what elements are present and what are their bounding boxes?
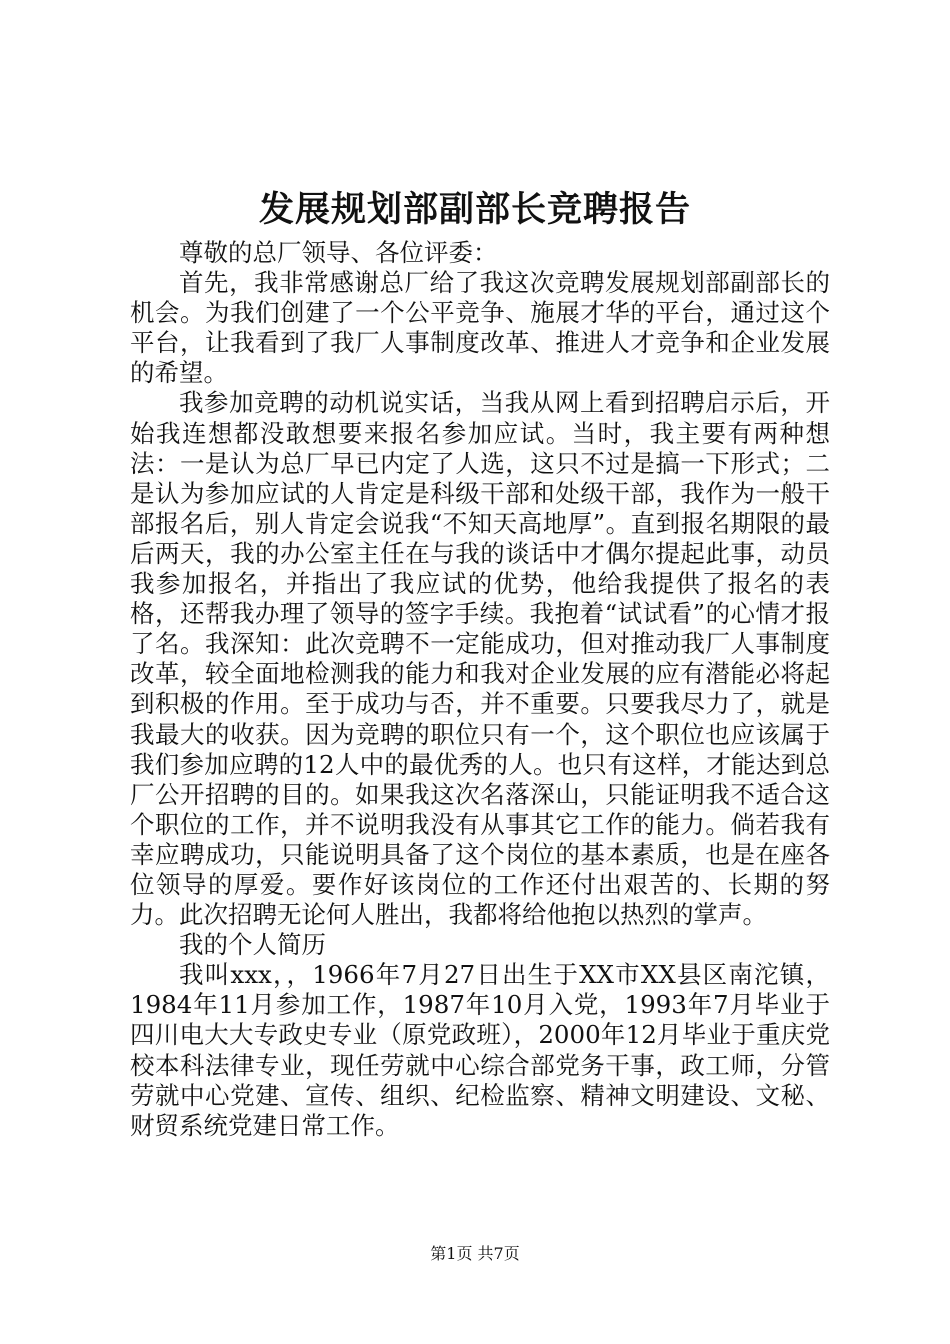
document-body — [130, 238, 830, 1141]
body-paragraph-motivation: 我参加竞聘的动机说实话，当我从网上看到招聘启示后，开始我连想都没敢想要来报名参加应试。当时，我主要有两种想法：一是认为总厂早已内定了人选，这只不过是搞一下形式；二是认为参加应试的人肯定是科级干部和处级干部，我作为一般干部报名后，别人肯定会说我“不知天高地厚”。直到报名期限的最后两天，我的办公室主任在与我的谈话中才偶尔提起此事，动员我参加报名，并指出了我应试的优势，他给我提供了报名的表格，还帮我办理了领导的签字手续。我抱着“试试看”的心情才报了名。我深知：此次竞聘不一定能成功，但对推动我厂人事制度改革，较全面地检测我的能力和我对企业发展的应有潜能必将起到积极的作用。至于成功与否，并不重要。只要我尽力了，就是我最大的收获。因为竞聘的职位只有一个，这个职位也应该属于我们参加应聘的12人中的最优秀的人。也只有这样，才能达到总厂公开招聘的目的。如果我这次名落深山，只能证明我不适合这个职位的工作，并不说明我没有从事其它工作的能力。倘若我有幸应聘成功，只能说明具备了这个岗位的基本素质，也是在座各位领导的厚爱。要作好该岗位的工作还付出艰苦的、长期的努力。此次招聘无论何人胜出，我都将给他抱以热烈的掌声。 — [130, 388, 830, 930]
page-title: 发展规划部副部长竞聘报告 — [258, 189, 691, 230]
page-footer: 第1页 共7页 — [430, 1244, 520, 1263]
section-heading-resume: 我的个人简历 — [179, 930, 326, 960]
body-paragraph-resume: 我叫xxx，，1966年7月27日出生于XX市XX县区南沱镇，1984年11月参加工作，1987年10月入党，1993年7月毕业于四川电大大专政史专业（原党政班），2000年12月毕业于重庆党校本科法律专业，现任劳就中心综合部党务干事，政工师，分管劳就中心党建、宣传、组织、纪检监察、精神文明建设、文秘、财贸系统党建日常工作。 — [130, 960, 830, 1140]
salutation-paragraph: 尊敬的总厂领导、各位评委： — [179, 238, 498, 267]
body-paragraph-thanks: 首先，我非常感谢总厂给了我这次竞聘发展规划部副部长的机会。为我们创建了一个公平竞争、施展才华的平台，通过这个平台，让我看到了我厂人事制度改革、推进人才竞争和企业发展的希望。 — [130, 268, 830, 388]
